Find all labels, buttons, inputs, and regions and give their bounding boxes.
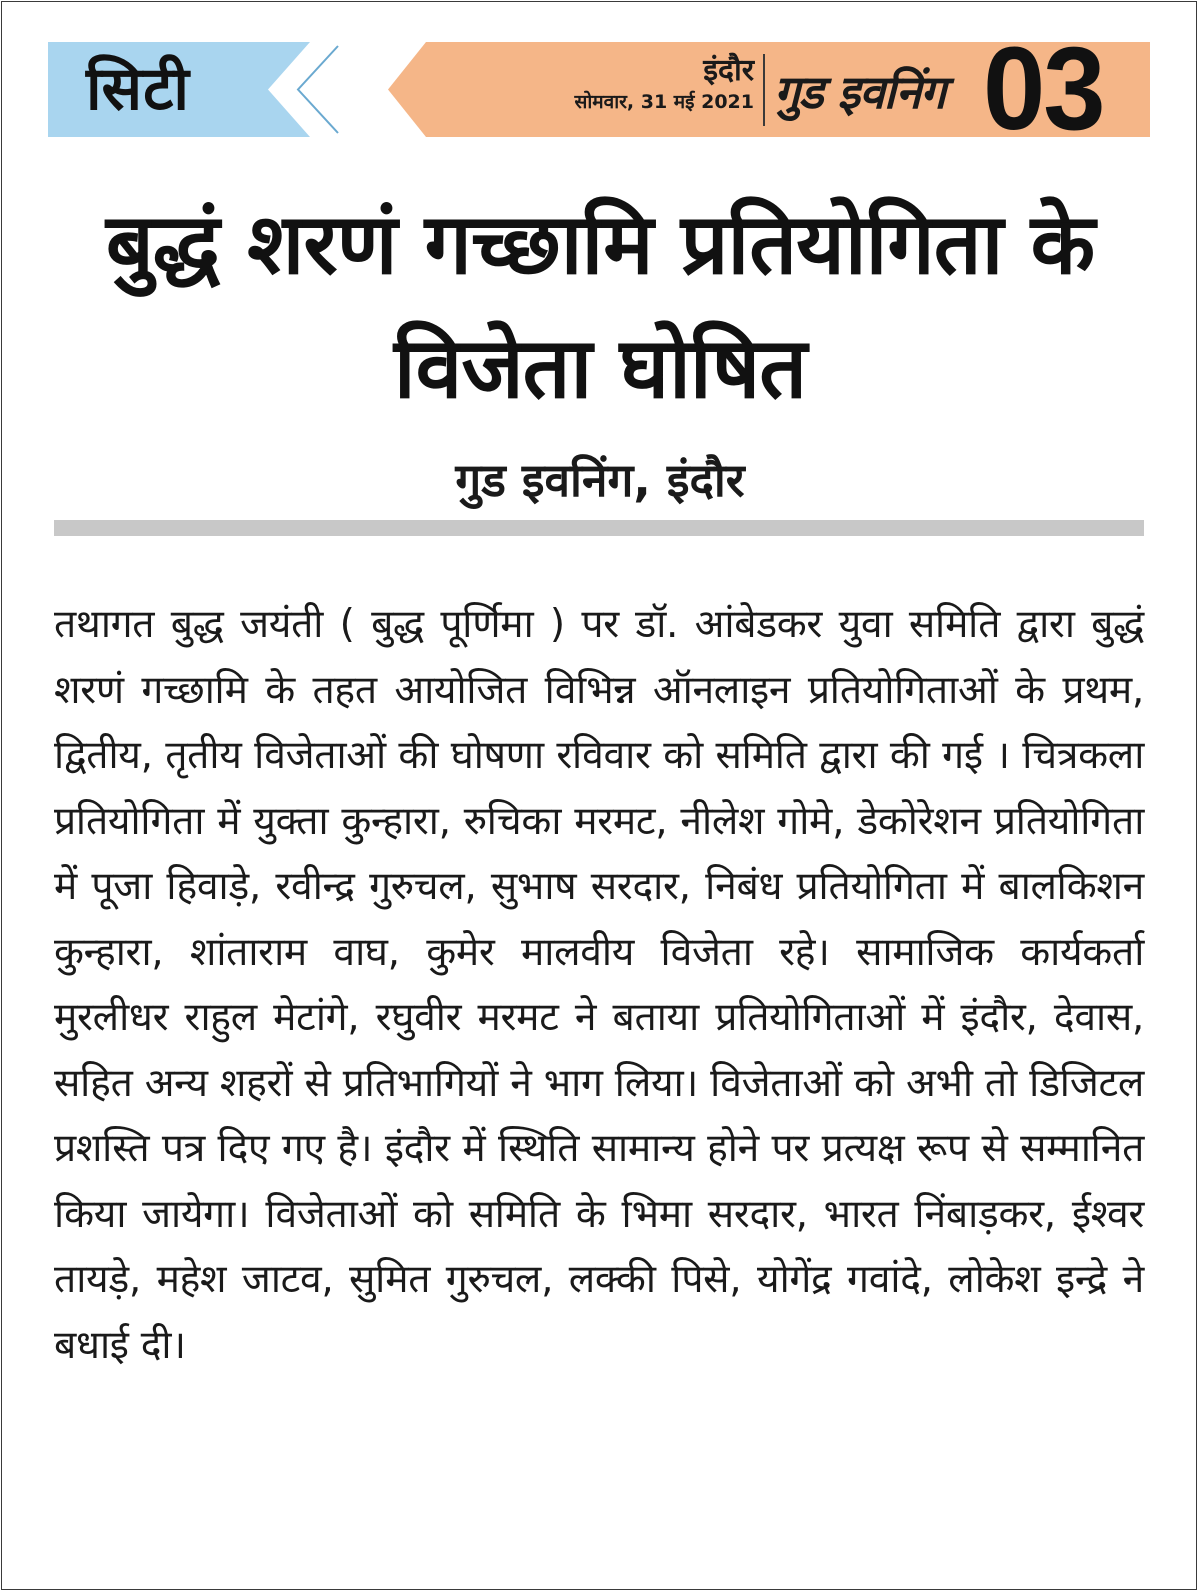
article-headline: बुद्धं शरणं गच्छामि प्रतियोगिता के विजेता घोषित xyxy=(105,195,1095,417)
article-body: तथागत बुद्ध जयंती ( बुद्ध पूर्णिमा ) पर डॉ. आंबेडकर युवा समिति द्वारा बुद्धं शरणं गच्छामि के तहत आयोजित विभिन्न ऑनलाइन प्रतियोगिताओं के प्रथम, द्वितीय, तृतीय विजेताओं की घोषणा रविवार को समिति द्वारा की गई । चित्रकला प्रतियोगिता में युक्ता कुन्हारा, रुचिका मरमट, नीलेश गोमे, डेकोरेशन प्रतियोगिता में पूजा हिवाड़े, रवीन्द्र गुरुचल, सुभाष सरदार, निबंध प्रतियोगिता में बालकिशन कुन्हारा, शांताराम वाघ, कुमेर मालवीय विजेता रहे। सामाजिक कार्यकर्ता मुरलीधर राहुल मेटांगे, रघुवीर मरमट ने बताया प्रतियोगिताओं में इंदौर, देवास, सहित अन्य शहरों से प्रतिभागियों ने भाग लिया। विजेताओं को अभी तो डिजिटल प्रशस्ति पत्र दिए गए है। इंदौर में स्थिति सामान्य होने पर प्रत्यक्ष रूप से सम्मानित किया जायेगा। विजेताओं को समिति के भिमा सरदार, भारत निंबाड़कर, ईश्वर तायड़े, महेश जाटव, सुमित गुरुचल, लक्की पिसे, योगेंद्र गवांदे, लोकेश इन्द्रे ने बधाई दी। xyxy=(54,602,1144,1368)
dateline-city: इंदौर xyxy=(703,53,754,88)
page-number: 03 xyxy=(983,22,1104,155)
newspaper-brand: गुड इवनिंग xyxy=(774,65,946,119)
separator-rule xyxy=(54,520,1144,536)
dateline-divider xyxy=(763,54,765,126)
masthead xyxy=(48,22,1150,155)
section-label: सिटी xyxy=(86,54,190,124)
article-byline: गुड इवनिंग, इंदौर xyxy=(455,453,745,507)
dateline xyxy=(518,54,754,116)
dateline-date: सोमवार, 31 मई 2021 xyxy=(574,91,754,113)
